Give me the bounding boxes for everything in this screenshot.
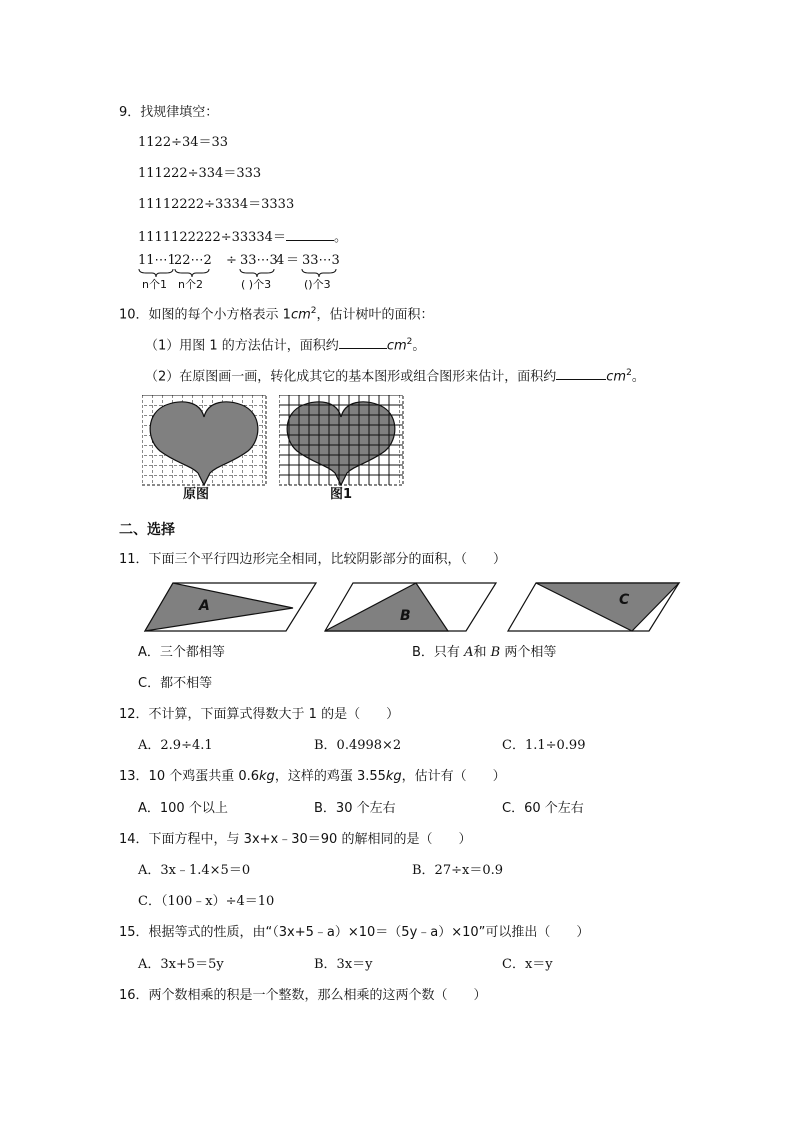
- q11-label-c: C: [619, 592, 630, 608]
- q14-option-c[interactable]: C．（100﹣x）÷4＝10: [138, 894, 275, 909]
- q11-title: 11．下面三个平行四边形完全相同，比较阴影部分的面积，（ ）: [119, 552, 507, 567]
- q13-title-suffix: ，估计有（ ）: [401, 769, 506, 784]
- q16-title: 16．两个数相乘的积是一个整数，那么相乘的这两个数（ ）: [119, 988, 487, 1003]
- q11-option-a[interactable]: A．三个都相等: [138, 645, 225, 660]
- q11-option-b-b: B: [490, 645, 501, 660]
- q11-label-b: B: [400, 608, 411, 624]
- q10-figure-label-1: 图1: [330, 487, 353, 502]
- q9-brace-label-3: ( )个3: [241, 278, 272, 291]
- q10-sub2-sup: 2: [626, 368, 632, 378]
- q15-title: 15．根据等式的性质，由“（3x+5﹣a）×10＝（5y﹣a）×10”可以推出（ ）: [119, 925, 590, 940]
- q13-title-prefix: 13．10 个鸡蛋共重 0.6: [119, 769, 260, 784]
- q11-option-c[interactable]: C．都不相等: [138, 676, 213, 691]
- q9-equation-4: [138, 228, 347, 247]
- q10-sub2: [145, 364, 645, 386]
- q11-label-a: A: [199, 598, 210, 614]
- q10-title-suffix: ，估计树叶的面积：: [316, 307, 434, 323]
- q10-sub1-unit: cm: [386, 338, 407, 354]
- q13-option-b[interactable]: B．30 个左右: [314, 801, 396, 816]
- q10-sub2-suffix: 。: [631, 369, 645, 385]
- q10-sub2-unit: cm: [606, 369, 627, 385]
- q13-option-a[interactable]: A．100 个以上: [138, 801, 228, 816]
- q11-option-b-and: 和: [473, 645, 487, 660]
- q14-option-b[interactable]: B．27÷x＝0.9: [412, 863, 503, 878]
- q9-general-eq: ＝: [286, 253, 300, 268]
- q14-option-a[interactable]: A．3x﹣1.4×5＝0: [138, 863, 251, 878]
- q13-title-mid: ，这样的鸡蛋 3.55: [274, 769, 386, 784]
- q13-unit-2: kg: [385, 769, 402, 784]
- q9-general-div: ÷: [226, 253, 237, 268]
- q10-sub1-prefix: （1）用图 1 的方法估计，面积约: [145, 338, 339, 354]
- q9-general-result: 33⋯3: [302, 253, 340, 268]
- q9-brace-label-1: n个1: [142, 278, 167, 291]
- q11-option-b-prefix: B．只有: [412, 645, 460, 660]
- q12-option-b[interactable]: B．0.4998×2: [314, 738, 402, 753]
- q12-option-c[interactable]: C．1.1÷0.99: [502, 738, 586, 753]
- q12-title: 12．不计算，下面算式得数大于 1 的是（ ）: [119, 707, 400, 722]
- q13-option-c[interactable]: C．60 个左右: [502, 801, 584, 816]
- q15-option-b[interactable]: B．3x＝y: [314, 957, 373, 972]
- section-heading-choice: 二、选择: [119, 522, 175, 538]
- q9-equation-4-end: 。: [333, 230, 347, 245]
- q10-sub2-prefix: （2）在原图画一画，转化成其它的基本图形或组合图形来估计，面积约: [145, 369, 557, 385]
- q9-equation-4-left: 1111122222÷33334＝: [138, 230, 286, 245]
- q15-option-c[interactable]: C．x＝y: [502, 957, 553, 972]
- q13-unit-1: kg: [259, 769, 275, 784]
- q11-option-b[interactable]: [412, 644, 556, 662]
- q14-title: 14．下面方程中，与 3x+x﹣30＝90 的解相同的是（ ）: [119, 832, 472, 847]
- q11-parallelogram-b: [323, 580, 499, 634]
- q9-general-twos: 22⋯2: [174, 253, 212, 268]
- q12-option-a[interactable]: A．2.9÷4.1: [138, 738, 213, 753]
- q9-answer-blank[interactable]: [286, 228, 334, 241]
- q10-unit-sup: 2: [310, 306, 317, 316]
- q10-sub1-blank[interactable]: [339, 336, 387, 349]
- q9-equation-2: 111222÷334＝333: [138, 166, 262, 181]
- q10-sub1: [145, 333, 425, 355]
- q11-parallelogram-c: [506, 580, 682, 634]
- q10-sub2-blank[interactable]: [556, 367, 606, 380]
- q9-brace-label-4: ()个3: [304, 278, 331, 291]
- q10-sub1-suffix: 。: [412, 338, 426, 354]
- q9-general-four: 4: [276, 253, 285, 268]
- q10-figure-label-original: 原图: [183, 487, 210, 502]
- q15-option-a[interactable]: A．3x+5＝5y: [138, 957, 224, 972]
- q11-option-b-a: A: [464, 645, 474, 660]
- q9-brace-label-2: n个2: [178, 278, 203, 291]
- q10-title-prefix: 10．如图的每个小方格表示 1: [119, 307, 291, 323]
- q10-original-figure: [142, 395, 267, 487]
- q9-general-ones: 11⋯1: [138, 253, 176, 268]
- q9-general-threes: 33⋯3: [240, 253, 278, 268]
- q9-title: 9．找规律填空：: [119, 105, 219, 120]
- q10-figure-1: [279, 395, 404, 487]
- q10-unit: cm: [290, 307, 311, 323]
- q13-title: [119, 768, 506, 786]
- q10-title: [119, 302, 434, 324]
- q9-equation-3: 11112222÷3334＝3333: [138, 197, 295, 212]
- q11-option-b-suffix: 两个相等: [504, 645, 557, 660]
- q11-parallelogram-a: [143, 580, 319, 634]
- q10-sub1-sup: 2: [406, 337, 413, 347]
- q9-general-pattern: [138, 252, 368, 292]
- q9-equation-1: 1122÷34＝33: [138, 135, 229, 150]
